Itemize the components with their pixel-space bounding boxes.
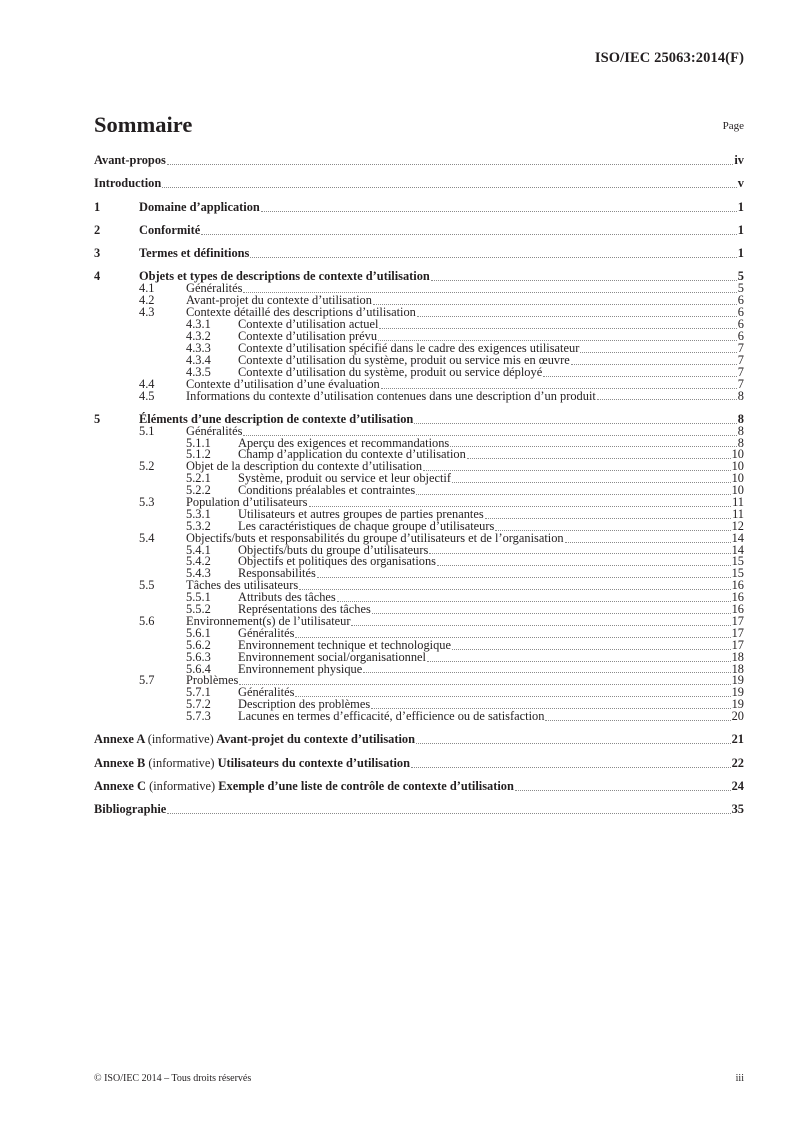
toc-entry-label: Généralités bbox=[238, 625, 295, 640]
toc-entry-label: Contexte d’utilisation prévu bbox=[238, 329, 378, 344]
toc-entry-label: Environnement(s) de l’utilisateur bbox=[186, 613, 351, 628]
toc-entry-number: 4.3.3 bbox=[186, 340, 211, 355]
toc-entry-page: 16 bbox=[731, 590, 744, 605]
toc-entry-number: 5.7.3 bbox=[186, 709, 211, 724]
toc-entry-page: 1 bbox=[737, 222, 744, 237]
toc-entry-label: Contexte d’utilisation d’une évaluation bbox=[186, 376, 380, 391]
dot-leader bbox=[337, 600, 731, 602]
toc-entry-page: 6 bbox=[737, 293, 744, 308]
dot-leader bbox=[485, 517, 731, 519]
toc-entry-page: 11 bbox=[732, 495, 744, 510]
toc-entry-page: 20 bbox=[731, 709, 744, 724]
toc-entry-label: Objectifs/buts et responsabilités du groupe d’utilisateurs et de l’organisation bbox=[186, 530, 564, 545]
toc-entry-number: 4.3 bbox=[139, 305, 155, 320]
toc-entry-number: 5.5.1 bbox=[186, 590, 211, 605]
toc-entry-page: 18 bbox=[731, 649, 744, 664]
toc-entry-number: 5.6.1 bbox=[186, 625, 211, 640]
annex-title: Exemple d’une liste de contrôle de contexte d’utilisation bbox=[218, 778, 514, 793]
toc-entry-label: Population d’utilisateurs bbox=[186, 495, 308, 510]
toc-entry-number: 5.1 bbox=[139, 423, 155, 438]
toc-entry-label: Environnement technique et technologique bbox=[238, 637, 451, 652]
toc-entry-page: 15 bbox=[731, 566, 744, 581]
dot-leader bbox=[427, 660, 731, 662]
toc-entry-page: 5 bbox=[737, 281, 744, 296]
toc-entry-page: 10 bbox=[731, 447, 744, 462]
annex-title: Utilisateurs du contexte d’utilisation bbox=[217, 755, 410, 770]
toc-entry-page: 21 bbox=[731, 732, 744, 747]
toc-entry-number: 5.1.2 bbox=[186, 447, 211, 462]
toc-entry-label: Attributs des tâches bbox=[238, 590, 336, 605]
toc-entry-number: 5.6.2 bbox=[186, 637, 211, 652]
toc-entry-5-7-3[interactable] bbox=[94, 711, 744, 723]
toc-entry-label: Objectifs/buts du groupe d’utilisateurs bbox=[238, 542, 429, 557]
toc-entry-label: Contexte d’utilisation spécifié dans le cadre des exigences utilisateur bbox=[238, 340, 580, 355]
page-number: iii bbox=[735, 1073, 744, 1084]
toc-entry-label: Description des problèmes bbox=[238, 697, 371, 712]
toc-entry-label: Utilisateurs et autres groupes de parties prenantes bbox=[238, 506, 484, 521]
document-id: ISO/IEC 25063:2014(F) bbox=[594, 50, 744, 66]
toc-entry-number: 5.1.1 bbox=[186, 435, 211, 450]
copyright-notice: © ISO/IEC 2014 – Tous droits réservés bbox=[94, 1073, 252, 1084]
toc-entry-page: 1 bbox=[737, 199, 744, 214]
toc-entry-page: 22 bbox=[731, 755, 744, 770]
toc-entry-page: 8 bbox=[737, 388, 744, 403]
toc-entry-label: Représentations des tâches bbox=[238, 602, 371, 617]
toc-entry-page: 24 bbox=[731, 778, 744, 793]
toc-entry-page: 19 bbox=[731, 697, 744, 712]
toc-entry-page: 10 bbox=[731, 459, 744, 474]
toc-entry-label: Responsabilités bbox=[238, 566, 316, 581]
toc-entry-number: 5.6 bbox=[139, 613, 155, 628]
toc-entry-label: Conformité bbox=[139, 222, 201, 237]
toc-entry-page: 14 bbox=[731, 542, 744, 557]
toc-entry-page: 6 bbox=[737, 317, 744, 332]
annex-title: Avant-projet du contexte d’utilisation bbox=[216, 732, 416, 747]
table-of-contents bbox=[94, 153, 744, 816]
toc-entry-page: 35 bbox=[731, 802, 744, 817]
toc-entry-number: 5.4.2 bbox=[186, 554, 211, 569]
toc-entry-label bbox=[94, 732, 415, 746]
toc-entry-number: 5.2 bbox=[139, 459, 155, 474]
toc-entry-page: iv bbox=[734, 153, 744, 167]
toc-entry-page: 16 bbox=[731, 602, 744, 617]
dot-leader bbox=[543, 375, 737, 377]
annex-kind: (informative) bbox=[149, 778, 216, 793]
dot-leader bbox=[239, 683, 730, 685]
dot-leader bbox=[417, 315, 737, 317]
toc-entry-3[interactable] bbox=[94, 246, 744, 260]
dot-leader bbox=[411, 766, 731, 768]
toc-entry-label: Contexte détaillé des descriptions d’utilisation bbox=[186, 305, 416, 320]
dot-leader bbox=[373, 303, 737, 305]
dot-leader bbox=[580, 351, 736, 353]
toc-entry-label: Problèmes bbox=[186, 673, 239, 688]
toc-entry-number: 5.4.1 bbox=[186, 542, 211, 557]
toc-entry-page: 12 bbox=[731, 518, 744, 533]
toc-entry-number: 5.3.1 bbox=[186, 506, 211, 521]
dot-leader bbox=[571, 363, 737, 365]
toc-entry-page: 5 bbox=[737, 269, 744, 284]
toc-entry-page: 8 bbox=[737, 435, 744, 450]
dot-leader bbox=[597, 398, 737, 400]
toc-entry-page: 8 bbox=[737, 411, 744, 426]
toc-entry-number: 4.2 bbox=[139, 293, 155, 308]
dot-leader bbox=[351, 624, 730, 626]
dot-leader bbox=[372, 612, 731, 614]
dot-leader bbox=[363, 671, 730, 673]
dot-leader bbox=[250, 256, 736, 258]
toc-entry-number: 5.5.2 bbox=[186, 602, 211, 617]
dot-leader bbox=[299, 588, 730, 590]
annex-prefix: Annexe A bbox=[94, 732, 145, 747]
toc-entry-page: 15 bbox=[731, 554, 744, 569]
toc-entry-number: 4.5 bbox=[139, 388, 155, 403]
toc-entry-page: 18 bbox=[731, 661, 744, 676]
toc-entry-label: Contexte d’utilisation du système, produit ou service mis en œuvre bbox=[238, 352, 570, 367]
toc-entry-number: 5.2.2 bbox=[186, 483, 211, 498]
dot-leader bbox=[431, 279, 737, 281]
toc-entry-page: 6 bbox=[737, 305, 744, 320]
toc-entry-page: 8 bbox=[737, 423, 744, 438]
toc-entry-label: Domaine d’application bbox=[139, 199, 260, 214]
toc-entry-label: Contexte d’utilisation du système, produit ou service déployé bbox=[238, 364, 543, 379]
toc-entry-number: 5.7.1 bbox=[186, 685, 211, 700]
dot-leader bbox=[437, 564, 731, 566]
toc-entry-label: Aperçu des exigences et recommandations bbox=[238, 435, 450, 450]
dot-leader bbox=[452, 481, 731, 483]
toc-entry-label: Informations du contexte d’utilisation contenues dans une description d’un produit bbox=[186, 388, 596, 403]
toc-entry-number: 5.4 bbox=[139, 530, 155, 545]
toc-entry-label: Environnement social/organisationnel bbox=[238, 649, 426, 664]
toc-entry-label: Objets et types de descriptions de contexte d’utilisation bbox=[139, 269, 430, 284]
toc-entry-label: Termes et définitions bbox=[139, 246, 250, 261]
toc-entry-number: 4.3.5 bbox=[186, 364, 211, 379]
toc-entry-label: Tâches des utilisateurs bbox=[186, 578, 299, 593]
dot-leader bbox=[379, 327, 736, 329]
toc-entry-label: Introduction bbox=[94, 176, 162, 191]
toc-entry-page: 7 bbox=[737, 340, 744, 355]
toc-entry-page: 10 bbox=[731, 471, 744, 486]
toc-entry-page: 11 bbox=[732, 506, 744, 521]
toc-entry-label bbox=[94, 756, 410, 770]
toc-entry-number: 1 bbox=[94, 199, 101, 214]
toc-entry-label: Lacunes en termes d’efficacité, d’efficience ou de satisfaction bbox=[238, 709, 545, 724]
toc-entry-label: Conditions préalables et contraintes bbox=[238, 483, 416, 498]
dot-leader bbox=[565, 541, 731, 543]
dot-leader bbox=[261, 210, 737, 212]
page-column-label: Page bbox=[722, 120, 744, 132]
toc-entry-label: Avant-projet du contexte d’utilisation bbox=[186, 293, 372, 308]
dot-leader bbox=[515, 789, 731, 791]
toc-entry-label: Système, produit ou service et leur objectif bbox=[238, 471, 451, 486]
annex-prefix: Annexe B bbox=[94, 755, 146, 770]
toc-entry-bibliographie[interactable] bbox=[94, 802, 744, 816]
toc-entry-number: 5.3.2 bbox=[186, 518, 211, 533]
toc-entry-label: Objet de la description du contexte d’utilisation bbox=[186, 459, 423, 474]
dot-leader bbox=[416, 493, 730, 495]
toc-entry-number: 4.3.4 bbox=[186, 352, 211, 367]
toc-entry-4-5[interactable] bbox=[94, 388, 744, 403]
toc-entry-number: 4.4 bbox=[139, 376, 155, 391]
toc-entry-page: 17 bbox=[731, 613, 744, 628]
toc-entry-page: 19 bbox=[731, 685, 744, 700]
toc-entry-number: 5.3 bbox=[139, 495, 155, 510]
toc-entry-annexe-c[interactable] bbox=[94, 779, 744, 793]
annex-kind: (informative) bbox=[148, 755, 215, 770]
toc-entry-number: 5.2.1 bbox=[186, 471, 211, 486]
toc-entry-number: 5.7 bbox=[139, 673, 155, 688]
toc-entry-number: 4.3.1 bbox=[186, 317, 211, 332]
toc-entry-number: 4.3.2 bbox=[186, 329, 211, 344]
toc-entry-page: 7 bbox=[737, 352, 744, 367]
toc-entry-label: Les caractéristiques de chaque groupe d’utilisateurs bbox=[238, 518, 495, 533]
annex-kind: (informative) bbox=[147, 732, 214, 747]
toc-entry-label: Environnement physique bbox=[238, 661, 363, 676]
toc-entry-label: Objectifs et politiques des organisations bbox=[238, 554, 436, 569]
toc-entry-label: Éléments d’une description de contexte d’utilisation bbox=[139, 411, 414, 426]
toc-entry-label: Généralités bbox=[238, 685, 295, 700]
toc-entry-page: 7 bbox=[737, 364, 744, 379]
dot-leader bbox=[450, 445, 737, 447]
dot-leader bbox=[416, 742, 731, 744]
toc-entry-page: 19 bbox=[731, 673, 744, 688]
toc-entry-number: 2 bbox=[94, 222, 101, 237]
dot-leader bbox=[423, 469, 731, 471]
toc-entry-number: 5.6.4 bbox=[186, 661, 211, 676]
toc-entry-2[interactable] bbox=[94, 223, 744, 237]
toc-entry-page: v bbox=[737, 176, 744, 191]
dot-leader bbox=[167, 163, 734, 165]
dot-leader bbox=[452, 648, 731, 650]
page-title: Sommaire bbox=[94, 112, 193, 137]
toc-entry-introduction[interactable] bbox=[94, 176, 744, 190]
toc-entry-number: 4.1 bbox=[139, 281, 155, 296]
toc-entry-label: Champ d’application du contexte d’utilisation bbox=[238, 447, 466, 462]
dot-leader bbox=[167, 812, 730, 814]
dot-leader bbox=[317, 576, 731, 578]
toc-entry-avant-propos[interactable] bbox=[94, 153, 744, 167]
toc-entry-number: 4 bbox=[94, 269, 101, 284]
toc-entry-label: Généralités bbox=[186, 423, 243, 438]
dot-leader bbox=[467, 457, 731, 459]
annex-prefix: Annexe C bbox=[94, 778, 146, 793]
toc-entry-number: 5.5 bbox=[139, 578, 155, 593]
toc-entry-annexe-b[interactable] bbox=[94, 756, 744, 770]
toc-entry-number: 3 bbox=[94, 246, 101, 261]
toc-entry-page: 10 bbox=[731, 483, 744, 498]
toc-entry-page: 17 bbox=[731, 637, 744, 652]
dot-leader bbox=[429, 552, 730, 554]
toc-entry-page: 1 bbox=[737, 246, 744, 261]
toc-entry-number: 5.4.3 bbox=[186, 566, 211, 581]
toc-entry-page: 17 bbox=[731, 625, 744, 640]
toc-entry-number: 5.7.2 bbox=[186, 697, 211, 712]
toc-entry-number: 5.6.3 bbox=[186, 649, 211, 664]
dot-leader bbox=[545, 719, 730, 721]
toc-entry-page: 16 bbox=[731, 578, 744, 593]
toc-entry-page: 7 bbox=[737, 376, 744, 391]
toc-entry-annexe-a[interactable] bbox=[94, 732, 744, 746]
toc-entry-1[interactable] bbox=[94, 200, 744, 214]
toc-entry-label: Généralités bbox=[186, 281, 243, 296]
toc-entry-label: Contexte d’utilisation actuel bbox=[238, 317, 379, 332]
dot-leader bbox=[414, 422, 736, 424]
toc-entry-page: 14 bbox=[731, 530, 744, 545]
title-row bbox=[94, 112, 744, 142]
toc-entry-label: Avant-propos bbox=[94, 153, 166, 167]
toc-entry-page: 6 bbox=[737, 329, 744, 344]
toc-entry-number: 5 bbox=[94, 411, 101, 426]
toc-entry-label bbox=[94, 779, 514, 793]
dot-leader bbox=[162, 186, 737, 188]
toc-entry-label: Bibliographie bbox=[94, 802, 167, 817]
dot-leader bbox=[201, 233, 737, 235]
